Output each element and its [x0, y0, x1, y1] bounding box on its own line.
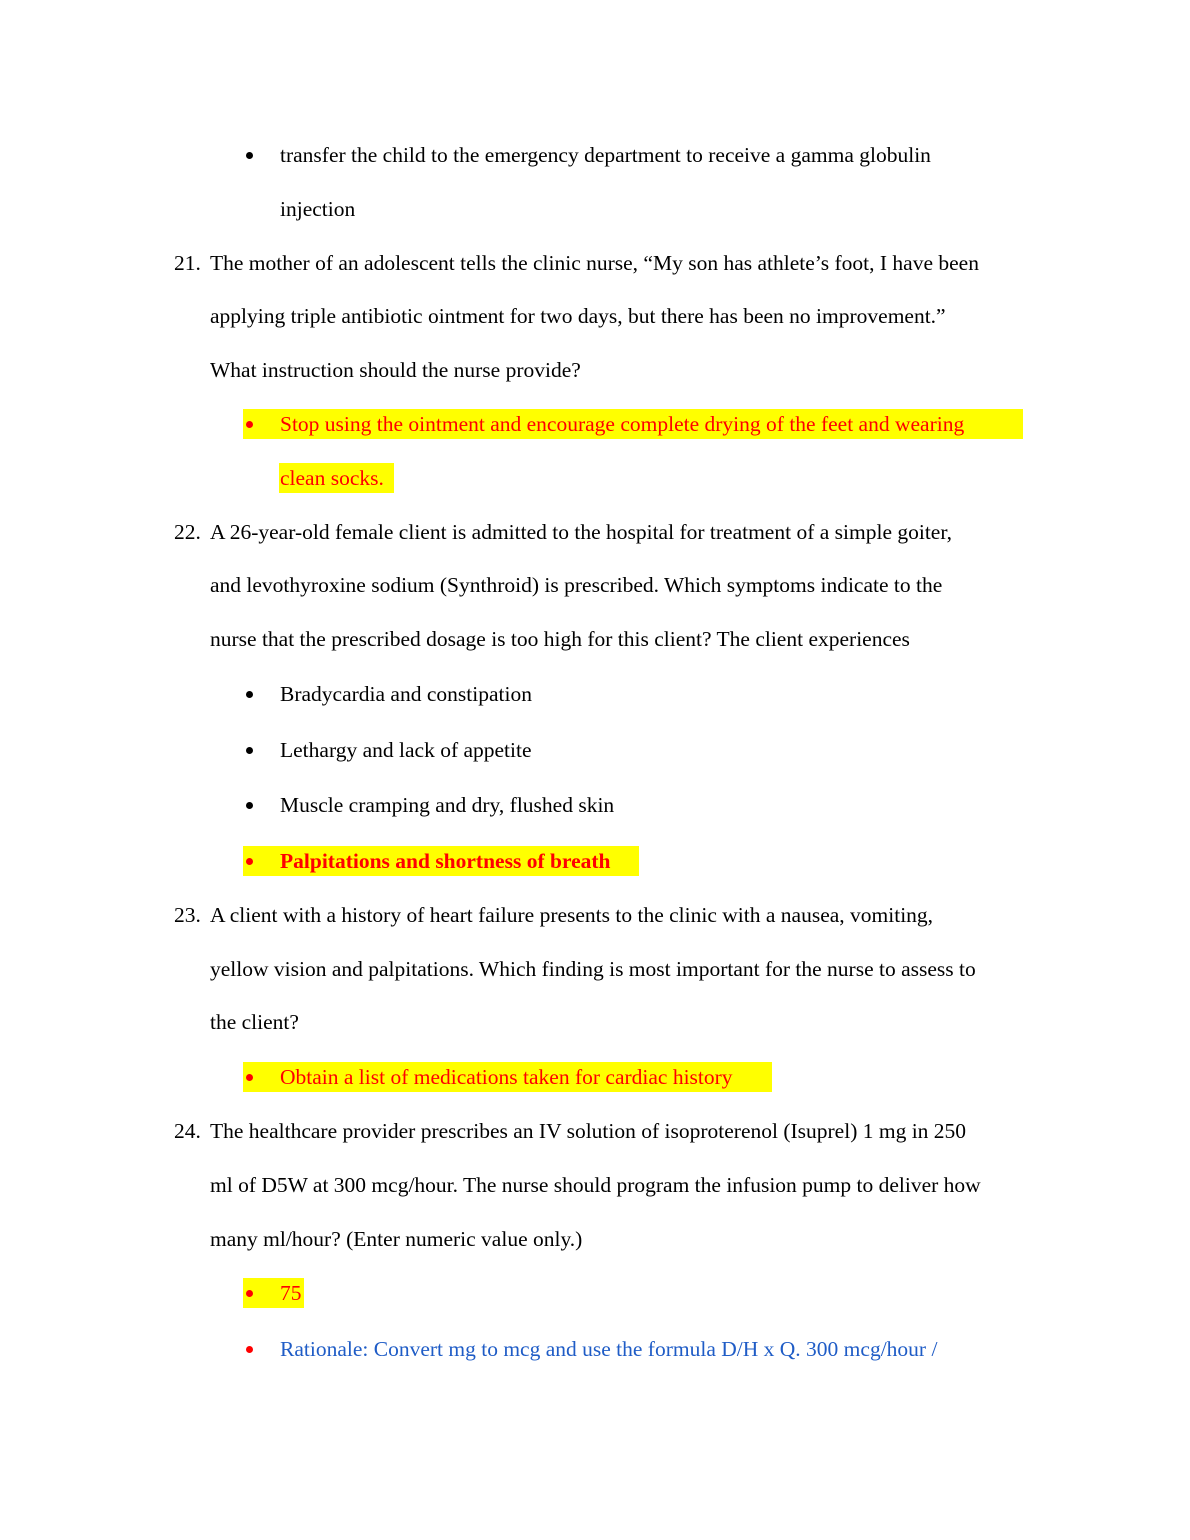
bullet-icon [246, 691, 253, 698]
correct-answer: Palpitations and shortness of breath [280, 849, 611, 873]
question-text: the client? [210, 1010, 299, 1034]
question-text: ml of D5W at 300 mcg/hour. The nurse should program the infusion pump to deliver how [210, 1173, 981, 1197]
bullet-icon [246, 1074, 253, 1081]
question-text: yellow vision and palpitations. Which finding is most important for the nurse to assess to [210, 957, 976, 981]
bullet-icon [246, 421, 253, 428]
question-text: A client with a history of heart failure presents to the clinic with a nausea, vomiting, [210, 903, 934, 927]
question-text: applying triple antibiotic ointment for two days, but there has been no improvement.” [210, 304, 946, 328]
question-text: nurse that the prescribed dosage is too high for this client? The client experiences [210, 627, 910, 651]
question-text: many ml/hour? (Enter numeric value only.) [210, 1227, 583, 1251]
option-text: Lethargy and lack of appetite [280, 738, 532, 762]
bullet-icon [246, 747, 253, 754]
correct-answer: Stop using the ointment and encourage complete drying of the feet and wearing [280, 412, 965, 436]
question-number: 23. [174, 903, 201, 927]
question-text: What instruction should the nurse provide? [210, 358, 581, 382]
bullet-icon [246, 802, 253, 809]
bullet-icon [246, 1346, 253, 1353]
question-text: The healthcare provider prescribes an IV solution of isoproterenol (Isuprel) 1 mg in 250 [210, 1119, 967, 1143]
option-text: Bradycardia and constipation [280, 682, 532, 706]
correct-answer: 75 [280, 1281, 302, 1305]
question-number: 24. [174, 1119, 201, 1143]
correct-answer: Obtain a list of medications taken for cardiac history [280, 1065, 733, 1089]
option-text-continued: injection [280, 197, 356, 221]
rationale-text: Rationale: Convert mg to mcg and use the formula D/H x Q. 300 mcg/hour / [280, 1337, 938, 1361]
option-text: transfer the child to the emergency department to receive a gamma globulin [280, 143, 931, 167]
bullet-icon [246, 858, 253, 865]
bullet-icon [246, 152, 253, 159]
question-number: 22. [174, 520, 201, 544]
correct-answer-continued: clean socks. [280, 466, 384, 490]
option-text: Muscle cramping and dry, flushed skin [280, 793, 615, 817]
question-number: 21. [174, 251, 201, 275]
bullet-icon [246, 1290, 253, 1297]
question-text: and levothyroxine sodium (Synthroid) is prescribed. Which symptoms indicate to the [210, 573, 943, 597]
question-text: The mother of an adolescent tells the clinic nurse, “My son has athlete’s foot, I have been [210, 251, 979, 275]
question-text: A 26-year-old female client is admitted to the hospital for treatment of a simple goiter, [210, 520, 953, 544]
